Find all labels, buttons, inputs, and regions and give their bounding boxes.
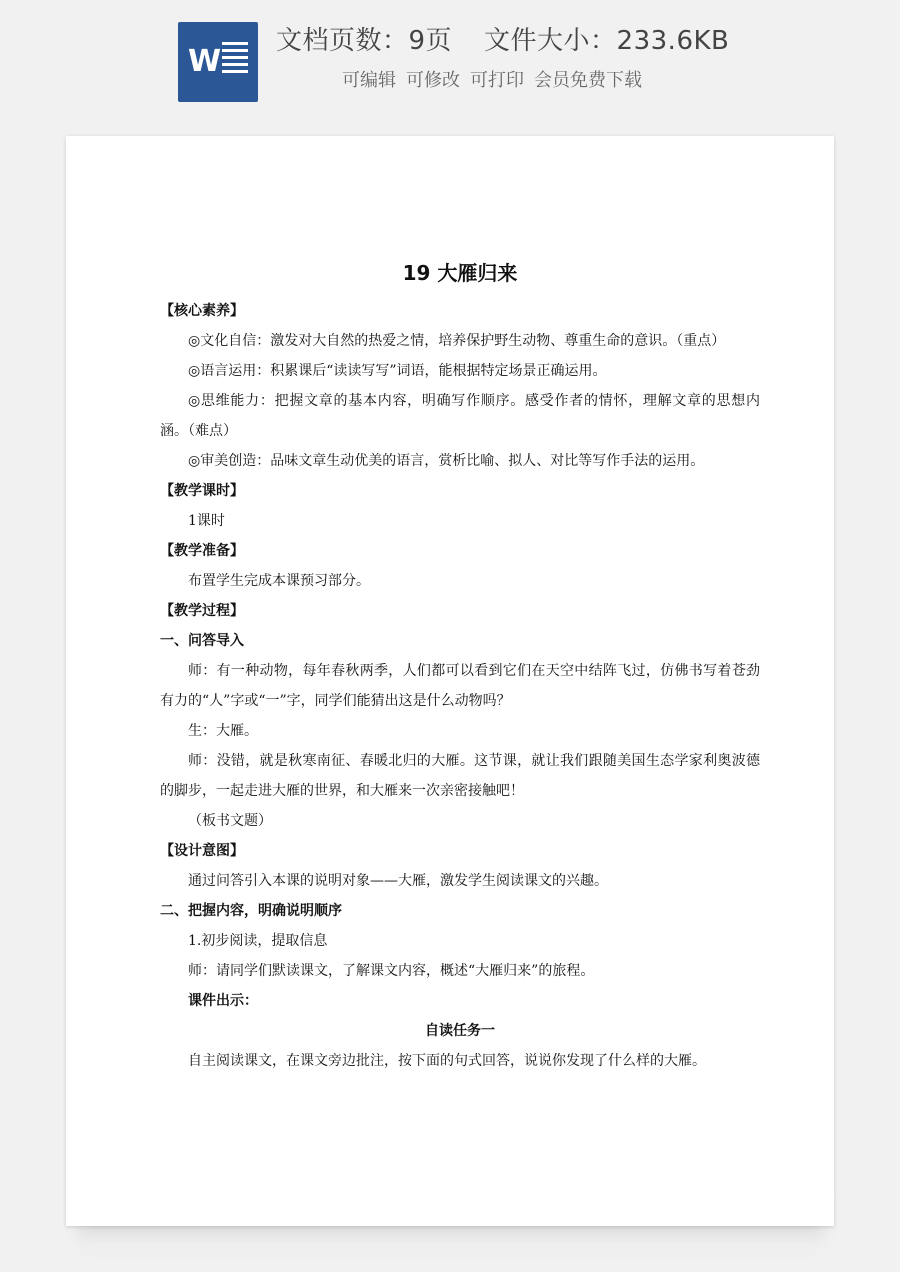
section-heading: 【教学过程】 [160,603,244,619]
section-heading: 【设计意图】 [160,843,244,859]
section-heading: 一、问答导入 [160,633,244,649]
paragraph: 生：大雁。 [188,723,258,739]
document-page [66,136,834,1226]
section-heading: 二、把握内容，明确说明顺序 [160,903,342,919]
feature-list [342,66,652,92]
paragraph: 师：没错，就是秋寒南征、春暖北归的大雁。这节课，就让我们跟随美国生态学家利奥波德的脚步，一起走进大雁的世界，和大雁来一次亲密接触吧！ [160,753,760,799]
paragraph: ◎语言运用：积累课后“读读写写”词语，能根据特定场景正确运用。 [188,363,607,379]
paragraph: ◎文化自信：激发对大自然的热爱之情，培养保护野生动物、尊重生命的意识。（重点） [188,333,726,349]
paragraph: ◎审美创造：品味文章生动优美的语言，赏析比喻、拟人、对比等写作手法的运用。 [188,453,705,469]
section-heading: 【教学准备】 [160,543,244,559]
paragraph: 师：有一种动物，每年春秋两季，人们都可以看到它们在天空中结阵飞过，仿佛书写着苍劲有力的“人”字或“一”字，同学们能猜出这是什么动物吗？ [160,663,760,709]
feature-modifiable: 可修改 [406,70,460,91]
paragraph: 布置学生完成本课预习部分。 [188,573,370,589]
word-document-icon [178,22,258,102]
file-info [276,20,729,57]
document-body [160,256,760,1076]
page-header [0,0,900,120]
paragraph: （板书文题） [188,813,272,829]
feature-member-download: 会员免费下载 [534,70,642,91]
page-count: 文档页数：9页 [276,26,453,56]
feature-editable: 可编辑 [342,70,396,91]
paragraph: 1课时 [188,513,225,529]
paragraph: 1.初步阅读，提取信息 [188,933,328,949]
word-icon-letter: W [188,44,222,79]
paragraph: 课件出示： [188,993,258,1009]
file-size: 文件大小：233.6KB [484,26,730,56]
section-heading: 【教学课时】 [160,483,244,499]
paragraph: 师：请同学们默读课文，了解课文内容，概述“大雁归来”的旅程。 [188,963,595,979]
paragraph: ◎思维能力：把握文章的基本内容，明确写作顺序。感受作者的情怀，理解文章的思想内涵。（难点） [160,393,760,439]
word-icon-lines [222,42,248,77]
task-heading: 自读任务一 [425,1023,495,1039]
paragraph: 自主阅读课文，在课文旁边批注，按下面的句式回答，说说你发现了什么样的大雁。 [188,1053,706,1069]
document-title: 19 大雁归来 [402,261,518,285]
section-heading: 【核心素养】 [160,303,244,319]
paragraph: 通过问答引入本课的说明对象——大雁，激发学生阅读课文的兴趣。 [188,873,608,889]
feature-printable: 可打印 [470,70,524,91]
